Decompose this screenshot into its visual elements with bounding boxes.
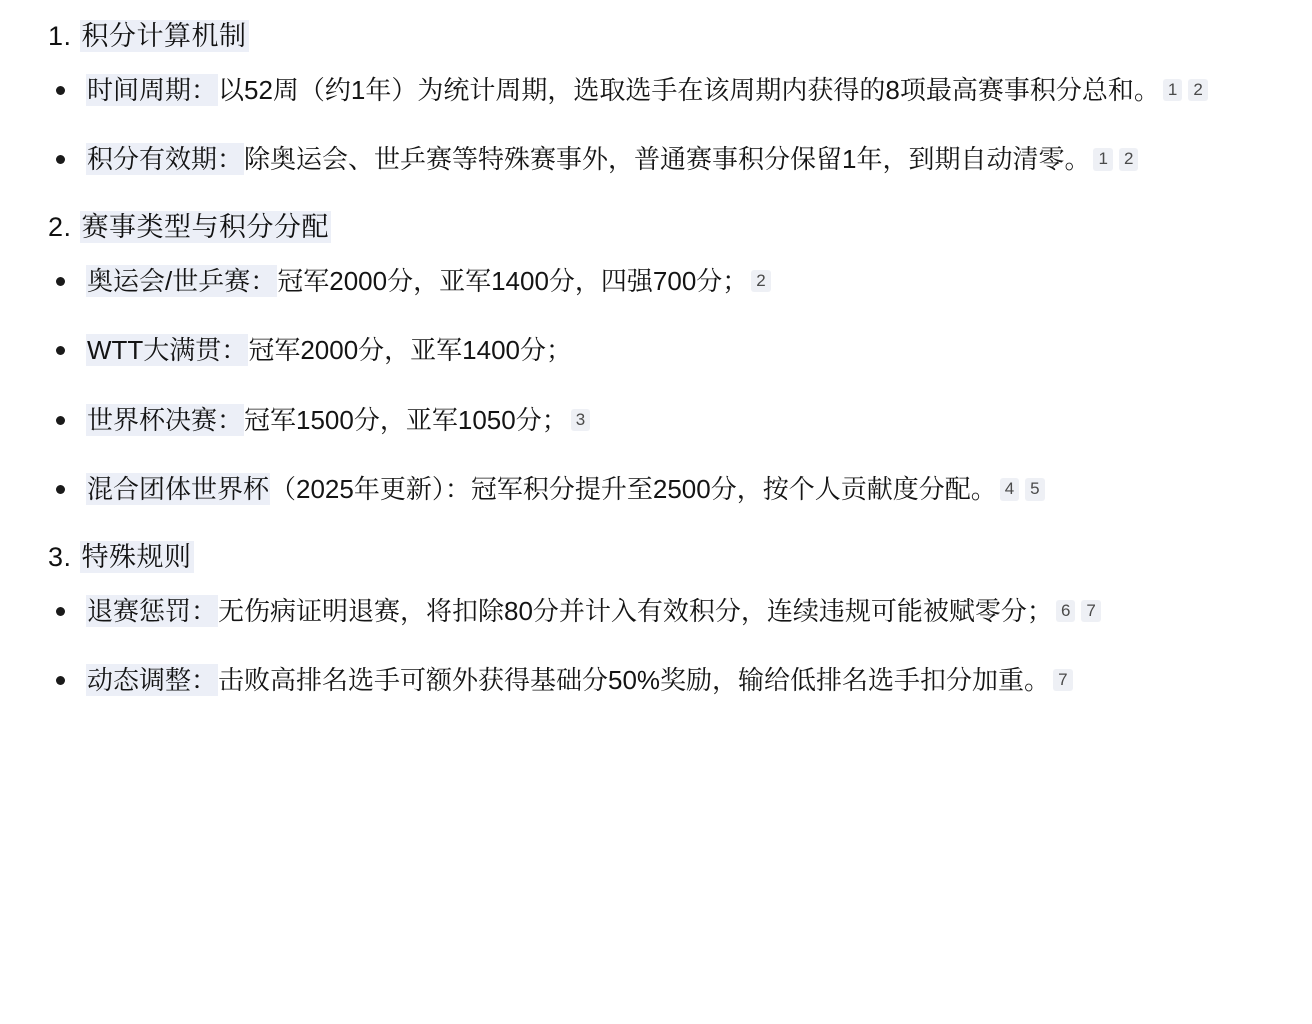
reference-marker[interactable]: 7 [1081,600,1100,622]
item-lead: 动态调整： [87,665,218,696]
reference-marker[interactable]: 6 [1056,600,1075,622]
reference-marker[interactable]: 3 [571,409,590,431]
section-title-1: 积分计算机制 [81,21,247,51]
item-text: 冠军2000分，亚军1400分，四强700分； [277,265,749,296]
item-text: （2025年更新）：冠军积分提升至2500分，按个人贡献度分配。 [270,474,997,505]
reference-marker[interactable]: 5 [1025,478,1044,500]
list-item [40,68,1272,114]
reference-marker[interactable]: 1 [1093,148,1112,170]
item-text: 以52周（约1年）为统计周期，选取选手在该周期内获得的8项最高赛事积分总和。 [218,74,1160,105]
list-item [40,137,1272,183]
list-item [40,259,1272,305]
section-title-3: 特殊规则 [81,541,192,572]
section-number-2: 2. [48,211,72,242]
item-text: 冠军2000分，亚军1400分； [248,335,572,366]
item-lead: 积分有效期： [87,144,244,175]
reference-marker[interactable]: 7 [1053,669,1072,691]
item-text: 击败高排名选手可额外获得基础分50%奖励，输给低排名选手扣分加重。 [218,665,1051,696]
section-heading-2 [48,207,1272,249]
item-lead: 奥运会/世乒赛： [87,265,277,296]
item-lead: 退赛惩罚： [87,595,218,626]
item-text: 冠军1500分，亚军1050分； [244,404,568,435]
list-item [40,398,1272,444]
section-heading-1 [48,16,1272,58]
list-item [40,658,1272,704]
list-item [40,467,1272,513]
item-lead: 时间周期： [87,74,218,105]
reference-marker[interactable]: 2 [751,270,770,292]
item-text: 无伤病证明退赛，将扣除80分并计入有效积分，连续违规可能被赋零分； [218,595,1053,626]
item-lead: 世界杯决赛： [87,404,244,435]
list-item [40,328,1272,374]
section-list-2 [40,259,1272,513]
item-lead: WTT大满贯： [87,335,248,366]
reference-marker[interactable]: 2 [1119,148,1138,170]
item-text: 除奥运会、世乒赛等特殊赛事外，普通赛事积分保留1年，到期自动清零。 [244,144,1091,175]
list-item [40,589,1272,635]
section-list-1 [40,68,1272,183]
section-heading-3 [48,537,1272,579]
section-number-3: 3. [48,541,72,572]
reference-marker[interactable]: 4 [1000,478,1019,500]
section-title-2: 赛事类型与积分分配 [81,211,330,242]
reference-marker[interactable]: 1 [1163,79,1182,101]
section-number-1: 1. [48,21,72,51]
section-list-3 [40,589,1272,704]
item-lead: 混合团体世界杯 [87,474,270,505]
reference-marker[interactable]: 2 [1188,79,1207,101]
